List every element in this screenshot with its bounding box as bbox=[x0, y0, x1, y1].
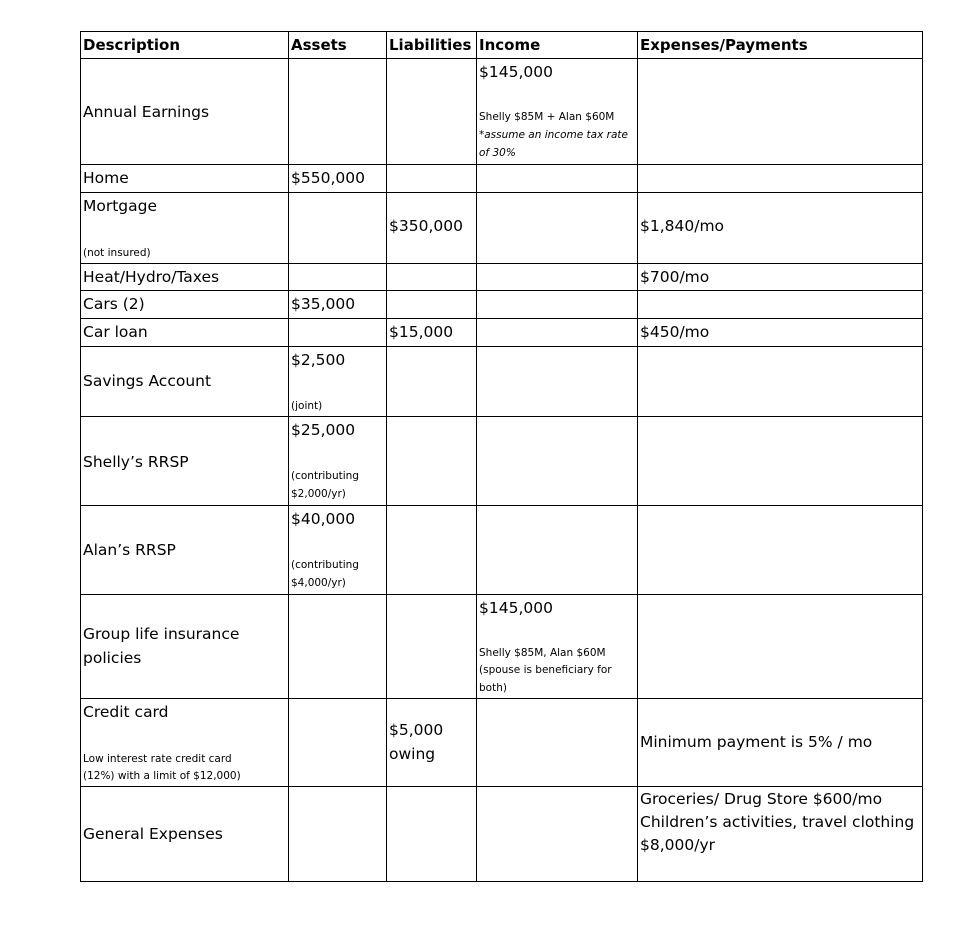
row-group-life-income: $145,000 bbox=[479, 599, 553, 617]
row-annual-earnings-tax-note: *assume an income tax rate of 30% bbox=[479, 129, 628, 159]
row-annual-earnings-income-note: Shelly $85M + Alan $60M bbox=[479, 111, 615, 123]
column-divider bbox=[288, 31, 289, 882]
row-divider bbox=[80, 594, 923, 595]
row-shelly-rrsp-note-1: (contributing bbox=[291, 470, 359, 482]
row-divider bbox=[80, 346, 923, 347]
header-liabilities: Liabilities bbox=[389, 36, 472, 54]
row-divider bbox=[80, 164, 923, 165]
column-divider bbox=[922, 31, 923, 882]
row-home-description: Home bbox=[83, 169, 129, 187]
row-car-loan-liabilities: $15,000 bbox=[389, 323, 454, 341]
row-divider bbox=[80, 505, 923, 506]
row-group-life-note-1: Shelly $85M, Alan $60M bbox=[479, 647, 606, 659]
header-expenses: Expenses/Payments bbox=[640, 36, 808, 54]
row-shelly-rrsp-description: Shelly’s RRSP bbox=[83, 453, 189, 471]
row-car-loan-expenses: $450/mo bbox=[640, 323, 710, 341]
row-savings-assets-note: (joint) bbox=[291, 400, 323, 412]
row-general-expenses-2: Children’s activities, travel clothing bbox=[640, 813, 915, 831]
row-alan-rrsp-note-2: $4,000/yr) bbox=[291, 577, 346, 589]
row-mortgage-note: (not insured) bbox=[83, 247, 151, 259]
row-divider bbox=[80, 263, 923, 264]
row-divider bbox=[80, 698, 923, 699]
row-alan-rrsp-note-1: (contributing bbox=[291, 559, 359, 571]
row-group-life-description-2: policies bbox=[83, 649, 142, 667]
row-annual-earnings-income: $145,000 bbox=[479, 63, 553, 81]
row-credit-card-liabilities-1: $5,000 bbox=[389, 721, 444, 739]
row-credit-card-description: Credit card bbox=[83, 703, 169, 721]
row-group-life-description-1: Group life insurance bbox=[83, 625, 240, 643]
table-border-bottom bbox=[80, 881, 923, 882]
row-credit-card-note-1: Low interest rate credit card bbox=[83, 753, 232, 765]
row-general-description: General Expenses bbox=[83, 825, 223, 843]
row-credit-card-note-2: (12%) with a limit of $12,000) bbox=[83, 770, 241, 782]
row-savings-description: Savings Account bbox=[83, 372, 212, 390]
row-divider bbox=[80, 192, 923, 193]
row-group-life-note-3: both) bbox=[479, 682, 507, 694]
row-general-expenses-3: $8,000/yr bbox=[640, 836, 716, 854]
row-divider bbox=[80, 290, 923, 291]
row-home-assets: $550,000 bbox=[291, 169, 365, 187]
row-cars-description: Cars (2) bbox=[83, 295, 145, 313]
row-credit-card-liabilities-2: owing bbox=[389, 745, 436, 763]
row-alan-rrsp-assets: $40,000 bbox=[291, 510, 356, 528]
header-description: Description bbox=[83, 36, 181, 54]
row-car-loan-description: Car loan bbox=[83, 323, 148, 341]
row-heat-expenses: $700/mo bbox=[640, 268, 710, 286]
row-shelly-rrsp-assets: $25,000 bbox=[291, 421, 356, 439]
row-general-expenses-1: Groceries/ Drug Store $600/mo bbox=[640, 790, 883, 808]
table-border-top bbox=[80, 31, 923, 32]
row-mortgage-liabilities: $350,000 bbox=[389, 217, 463, 235]
row-mortgage-expenses: $1,840/mo bbox=[640, 217, 725, 235]
row-divider bbox=[80, 416, 923, 417]
row-group-life-note-2: (spouse is beneficiary for bbox=[479, 664, 612, 676]
header-assets: Assets bbox=[291, 36, 347, 54]
row-divider bbox=[80, 58, 923, 59]
row-mortgage-description: Mortgage bbox=[83, 197, 158, 215]
row-alan-rrsp-description: Alan’s RRSP bbox=[83, 541, 176, 559]
header-income: Income bbox=[479, 36, 541, 54]
row-cars-assets: $35,000 bbox=[291, 295, 356, 313]
row-savings-assets: $2,500 bbox=[291, 351, 346, 369]
column-divider bbox=[637, 31, 638, 882]
row-divider bbox=[80, 318, 923, 319]
row-heat-description: Heat/Hydro/Taxes bbox=[83, 268, 220, 286]
row-shelly-rrsp-note-2: $2,000/yr) bbox=[291, 488, 346, 500]
row-annual-earnings-description: Annual Earnings bbox=[83, 103, 210, 121]
row-credit-card-expenses: Minimum payment is 5% / mo bbox=[640, 733, 873, 751]
